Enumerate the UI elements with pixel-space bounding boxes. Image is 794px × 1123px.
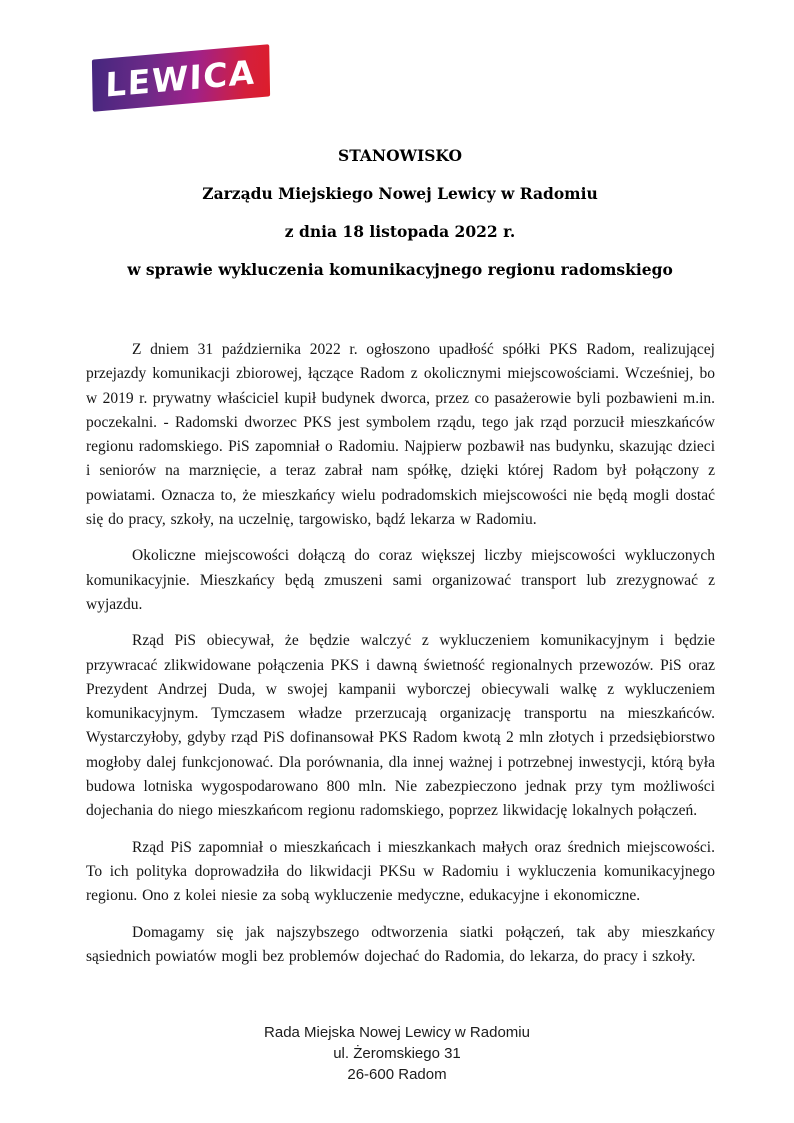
title-line-date: z dnia 18 listopada 2022 r. <box>284 222 516 241</box>
lewica-logo-text: LEWICA <box>105 51 257 105</box>
title-line-issuer: Zarządu Miejskiego Nowej Lewicy w Radomiu <box>202 184 598 203</box>
paragraph-1: Z dniem 31 października 2022 r. ogłoszono upadłość spółki PKS Radom, realizującej przejazdy komunikacji zbiorowej, łączące Radom z okolicznymi miejscowościami. Wcześniej, bo w 2019 r. prywatny właściciel kupił budynek dworca, przez co pasażerowie byli pozbawieni m.in. poczekalni. - Radomski dworzec PKS jest symbolem rządu, tego jak rząd porzucił mieszkańców regionu radomskiego. PiS zapomniał o Radomiu. Najpierw pozbawił nas budynku, skazując dzieci i seniorów na marznięcie, a teraz zabrał nam spółkę, dzięki której Radom był połączony z powiatami. Oznacza to, że mieszkańcy wielu podradomskich miejscowości nie będą mogli dostać się do pracy, szkoły, na uczelnię, targowisko, bądź lekarza w Radomiu. <box>86 341 715 529</box>
paragraph-5: Domagamy się jak najszybszego odtworzenia siatki połączeń, tak aby mieszkańcy sąsiednich powiatów mogli bez problemów dojechać do Radomia, do lekarza, do pracy i szkoły. <box>86 923 715 965</box>
footer-postal-city: 26-600 Radom <box>347 1066 447 1083</box>
document-footer <box>0 1022 794 1085</box>
document-body <box>86 338 715 981</box>
title-line-subject: w sprawie wykluczenia komunikacyjnego regionu radomskiego <box>127 260 673 279</box>
paragraph-3: Rząd PiS obiecywał, że będzie walczyć z wykluczeniem komunikacyjnym i będzie przywracać zlikwidowane połączenia PKS i dawną świetność regionalnych przewozów. PiS oraz Prezydent Andrzej Duda, w swojej kampanii wyborczej obiecywali walkę z wykluczeniem komunikacyjnym. Tymczasem władze przerzucają organizację transportu na mieszkańców. Wystarczyłoby, gdyby rząd PiS dofinansował PKS Radom kwotą 2 mln złotych i przedsiębiorstwo mogłoby dalej funkcjonować. Dla porównania, dla innej ważnej i potrzebnej inwestycji, którą była budowa lotniska wygospodarowano 800 mln. Nie zabezpieczono jednak przy tym możliwości dojechania do niego mieszkańcom regionu radomskiego, poprzez likwidację lokalnych połączeń. <box>86 632 715 820</box>
title-line-stanowisko: STANOWISKO <box>338 146 462 165</box>
footer-organization: Rada Miejska Nowej Lewicy w Radomiu <box>264 1024 530 1041</box>
lewica-logo <box>92 52 272 112</box>
lewica-logo-banner <box>92 44 270 112</box>
paragraph-4: Rząd PiS zapomniał o mieszkańcach i mieszkankach małych oraz średnich miejscowości. To ich polityka doprowadziła do likwidacji PKSu w Radomiu i wykluczenia komunikacyjnego regionu. Ono z kolei niesie za sobą wykluczenie medyczne, edukacyjne i ekonomiczne. <box>86 838 715 905</box>
paragraph-2: Okoliczne miejscowości dołączą do coraz większej liczby miejscowości wykluczonych komunikacyjnie. Mieszkańcy będą zmuszeni sami organizować transport lub zrezygnować z wyjazdu. <box>86 547 715 613</box>
document-title-block <box>86 146 714 298</box>
footer-street-address: ul. Żeromskiego 31 <box>333 1045 461 1062</box>
